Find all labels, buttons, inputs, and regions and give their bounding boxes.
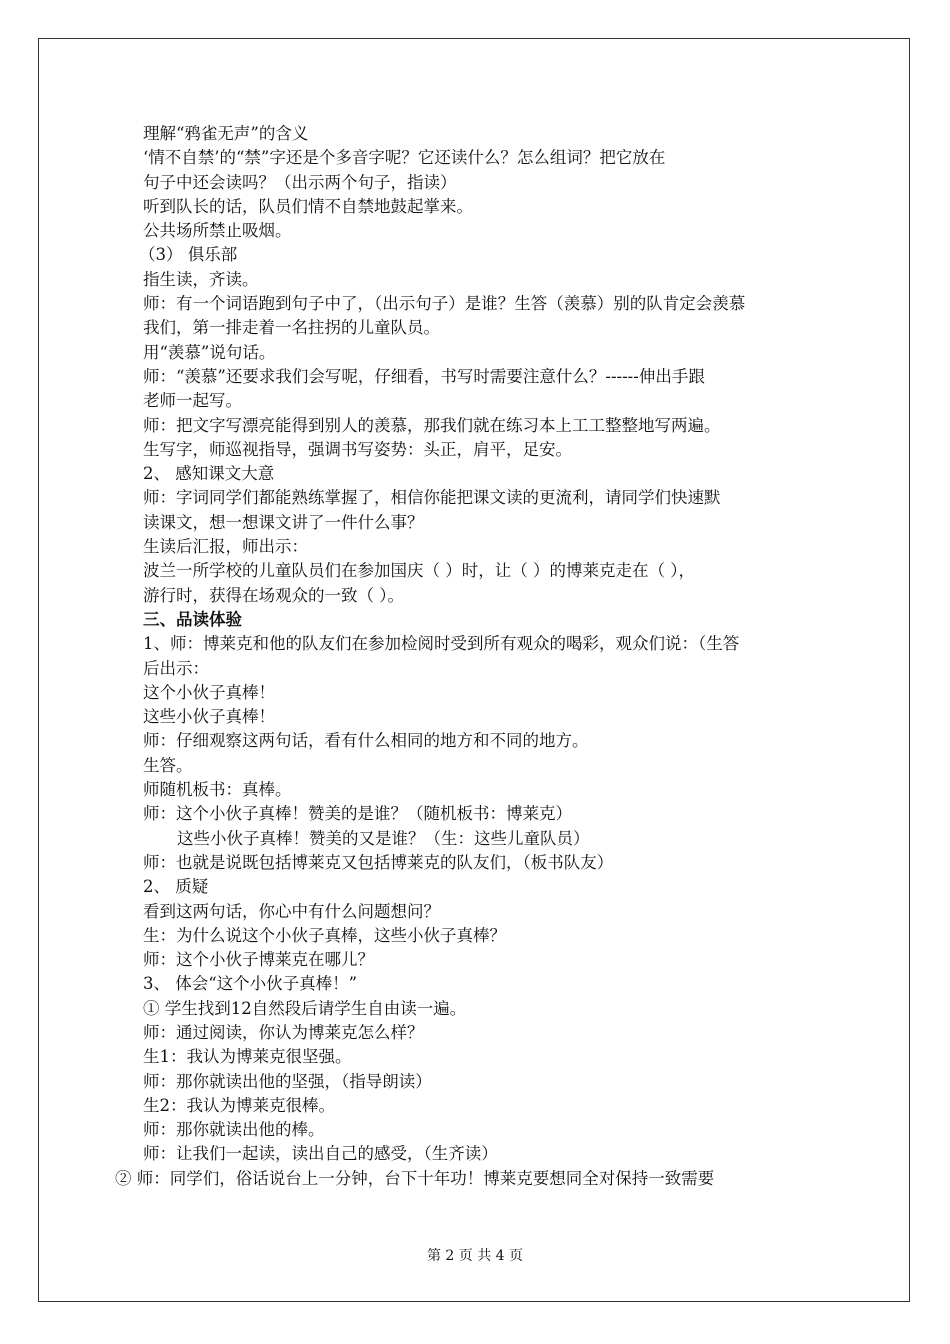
- text-line: 看到这两句话，你心中有什么问题想问？: [143, 901, 440, 921]
- text-line: 师：通过阅读，你认为博莱克怎么样？: [143, 1022, 424, 1042]
- text-line: 这些小伙子真棒！: [143, 707, 275, 727]
- text-line: 生答。: [143, 755, 193, 775]
- text-line: 句子中还会读吗？（出示两个句子，指读）: [143, 172, 457, 192]
- text-line: ‘情不自禁’的“禁”字还是个多音字呢？它还读什么？怎么组词？把它放在: [143, 148, 666, 168]
- text-line: 老师一起写。: [143, 391, 242, 411]
- text-line: 指生读，齐读。: [143, 269, 259, 289]
- text-line: 师：仔细观察这两句话，看有什么相同的地方和不同的地方。: [143, 731, 589, 751]
- text-line: 我们，第一排走着一名拄拐的儿童队员。: [143, 318, 440, 338]
- text-line: 1、师：博莱克和他的队友们在参加检阅时受到所有观众的喝彩，观众们说：（生答: [143, 634, 740, 654]
- subsection-heading: 2、 感知课文大意: [143, 464, 275, 484]
- text-line: 后出示：: [143, 658, 209, 678]
- text-line: 师：那你就读出他的棒。: [143, 1120, 325, 1140]
- text-line: 听到队长的话，队员们情不自禁地鼓起掌来。: [143, 196, 473, 216]
- text-line: 这个小伙子真棒！: [143, 682, 275, 702]
- text-line: 生2：我认为博莱克很棒。: [143, 1095, 335, 1115]
- text-line: 师：那你就读出他的坚强，（指导朗读）: [143, 1071, 432, 1091]
- subsection-heading: 3、 体会“这个小伙子真棒！”: [143, 974, 358, 994]
- text-line: 生1：我认为博莱克很坚强。: [143, 1047, 352, 1067]
- text-line: 师随机板书：真棒。: [143, 780, 292, 800]
- text-line: 读课文，想一想课文讲了一件什么事？: [143, 512, 424, 532]
- text-line: 师：这个小伙子真棒！赞美的是谁？（随机板书：博莱克）: [143, 804, 572, 824]
- document-body: [115, 122, 813, 1191]
- text-line: 游行时，获得在场观众的一致（ ）。: [143, 585, 404, 605]
- section-heading: 三、品读体验: [143, 609, 242, 629]
- text-line: ② 师：同学们，俗话说台上一分钟，台下十年功！博莱克要想同全对保持一致需要: [115, 1168, 715, 1188]
- text-line: 波兰一所学校的儿童队员们在参加国庆（ ）时，让（ ）的博莱克走在（ ），: [143, 561, 695, 581]
- text-line: ① 学生找到12自然段后请学生自由读一遍。: [143, 998, 467, 1018]
- text-line: 生写字，师巡视指导，强调书写姿势：头正，肩平，足安。: [143, 439, 572, 459]
- text-line: 这些小伙子真棒！赞美的又是谁？（生：这些儿童队员）: [177, 828, 590, 848]
- text-line: 用“羡慕”说句话。: [143, 342, 276, 362]
- text-line: 师：让我们一起读，读出自己的感受，（生齐读）: [143, 1144, 498, 1164]
- text-line: 师：字词同学们都能熟练掌握了，相信你能把课文读的更流利，请同学们快速默: [143, 488, 721, 508]
- text-line: 师：这个小伙子博莱克在哪儿？: [143, 950, 374, 970]
- subsection-heading: （3） 俱乐部: [139, 245, 238, 265]
- subsection-heading: 2、 质疑: [143, 877, 209, 897]
- page-footer: 第 2 页 共 4 页: [426, 1248, 524, 1264]
- text-line: 公共场所禁止吸烟。: [143, 221, 292, 241]
- text-line: 师：把文字写漂亮能得到别人的羡慕，那我们就在练习本上工工整整地写两遍。: [143, 415, 721, 435]
- text-line: 师：有一个词语跑到句子中了，（出示句子）是谁？生答（羡慕）别的队肯定会羡慕: [143, 294, 746, 314]
- text-line: 师：也就是说既包括博莱克又包括博莱克的队友们，（板书队友）: [143, 852, 614, 872]
- text-line: 师：“羡慕”还要求我们会写呢，仔细看，书写时需要注意什么？------伸出手跟: [143, 366, 705, 386]
- text-line: 生读后汇报，师出示：: [143, 537, 308, 557]
- text-line: 理解“鸦雀无声”的含义: [143, 124, 309, 143]
- text-line: 生：为什么说这个小伙子真棒，这些小伙子真棒？: [143, 925, 506, 945]
